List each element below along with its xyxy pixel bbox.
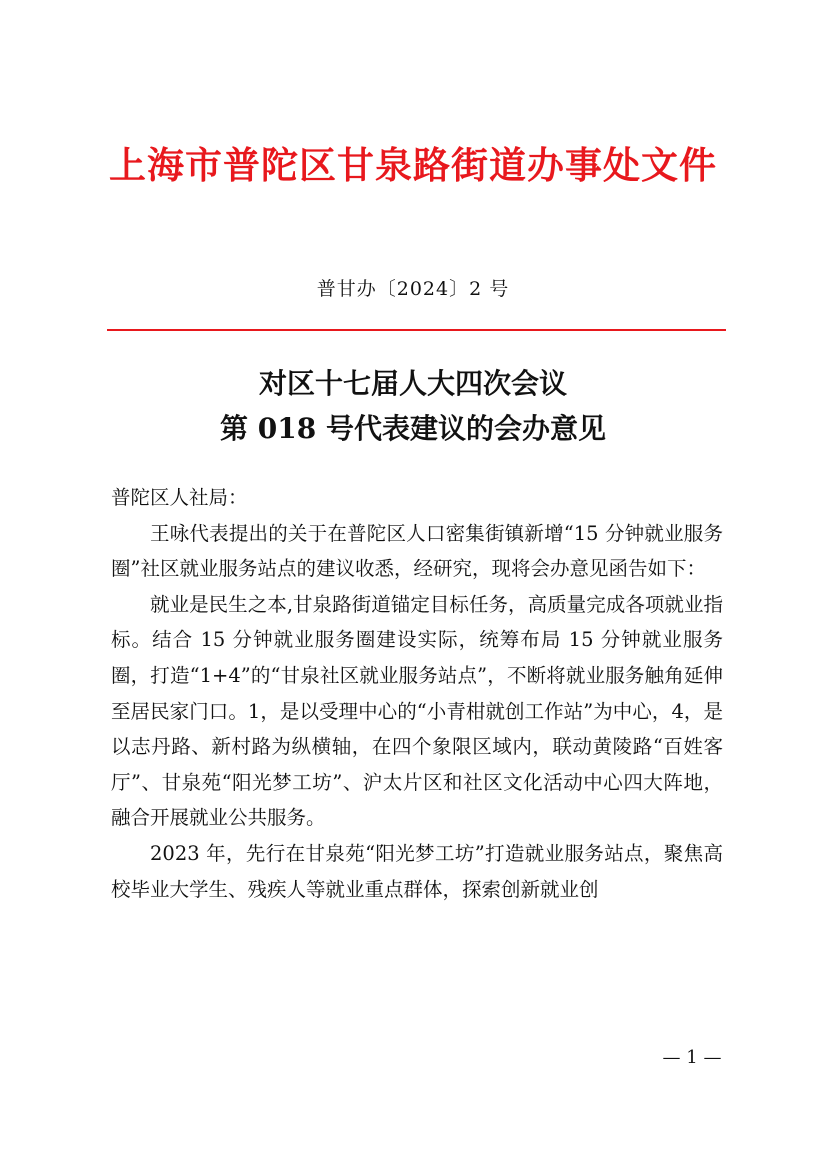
issuer-header-title: 上海市普陀区甘泉路街道办事处文件 — [109, 144, 717, 187]
salutation: 普陀区人社局： — [111, 486, 248, 509]
red-separator-rule — [107, 329, 726, 331]
document-title-line-1: 对区十七届人大四次会议 — [258, 367, 567, 400]
document-title-line-2: 第 018 号代表建议的会办意见 — [220, 412, 606, 445]
body-paragraph-2: 就业是民生之本,甘泉路街道锚定目标任务，高质量完成各项就业指标。结合 15 分钟就业服务圈建设实际，统筹布局 15 分钟就业服务圈，打造“1+4”的“甘泉社区就业服务站点”，不断将就业服务触角延伸至居民家门口。1，是以受理中心的“小青柑就创工作站”为中心，4，是以志丹路、新村路为纵横轴，在四个象限区域内，联动黄陵路“百姓客厅”、甘泉苑“阳光梦工坊”、沪太片区和社区文化活动中心四大阵地，融合开展就业公共服务。 — [111, 592, 723, 830]
document-number: 普甘办〔2024〕2 号 — [316, 278, 510, 300]
page-number: — 1 — — [662, 1047, 722, 1068]
body-paragraph-1: 王咏代表提出的关于在普陀区人口密集街镇新增“15 分钟就业服务圈”社区就业服务站点的建议收悉，经研究，现将会办意见函告如下： — [111, 521, 723, 581]
document-body — [111, 480, 723, 907]
body-paragraph-3: 2023 年，先行在甘泉苑“阳光梦工坊”打造就业服务站点，聚焦高校毕业大学生、残疾人等就业重点群体，探索创新就业创 — [111, 841, 723, 901]
